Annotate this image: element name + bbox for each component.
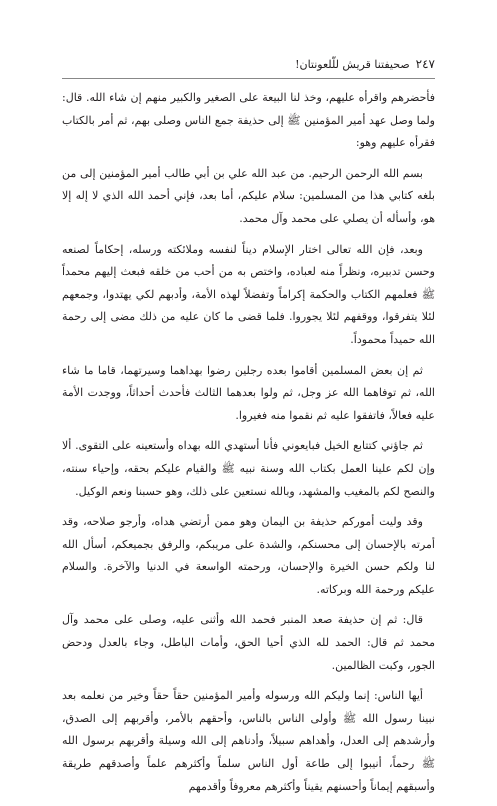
page-number: ٢٤٧ (415, 57, 435, 71)
body-text (62, 87, 435, 806)
paragraph-4: ثم إن بعض المسلمين أقاموا بعده رجلين رضوا بهداهما وسيرتهما، قاما ما شاء الله، ثم توفاهما الله عز وجل، ثم ولوا بعدهما الثالث فأحدث أحداثاً، ووجدت الأمة عليه فعالاً، فاتفقوا عليه ثم نقموا منه فغيروا. (62, 363, 435, 422)
paragraph-2: بسم الله الرحمن الرحيم. من عبد الله علي بن أبي طالب أمير المؤمنين إلى من بلغه كتابي هذا من المسلمين: سلام عليكم، أما بعد، فإني أحمد الله الذي لا إله إلا هو، وأسأله أن يصلي على محمد وآل محمد. (62, 166, 435, 225)
paragraph-8: أيها الناس: إنما وليكم الله ورسوله وأمير المؤمنين حقاً حقاً وخير من نعلمه بعد نبينا رسول الله ﷺ وأولى الناس بالناس، وأحقهم بالأمر، وأقربهم إلى الصدق، وأرشدهم إلى العدل، وأهداهم سبيلاً، وأدناهم إلى الله وسيلة وأقربهم برسول الله ﷺ رحماً، أنيبوا إلى طاعة أول الناس سلماً وأكثرهم علماً وأصدقهم طريقة وأسبقهم إيماناً وأحسنهم يقيناً وأكثرهم معروفاً وأقدمهم (62, 689, 435, 793)
paragraph-3: وبعد، فإن الله تعالى اختار الإسلام ديناً لنفسه وملائكته ورسله، إحكاماً لصنعه وحسن تدبيره، ونظراً منه لعباده، واختص به من أحب من خلقه فبعث إليهم محمداً ﷺ فعلمهم الكتاب والحكمة إكراماً وتفضلاً لهذه الأمة، وأدبهم لكي يهتدوا، وجمعهم لئلا يتفرقوا، ووقفهم لئلا يجوروا. فلما قضى ما كان عليه من ذلك مضى إلى رحمة الله حميداً محموداً. (62, 242, 435, 346)
paragraph-6: وقد وليت أموركم حذيفة بن اليمان وهو ممن أرتضي هداه، وأرجو صلاحه، وقد أمرته بالإحسان إلى محسنكم، والشدة على مريبكم، والرفق بجميعكم، أسأل الله لنا ولكم حسن الخيرة والإحسان، ورحمته الواسعة في الدنيا والآخرة. والسلام عليكم ورحمة الله وبركاته. (62, 515, 435, 596)
header-rule (62, 78, 435, 79)
paragraph-5: ثم جاؤني كتتابع الخيل فبايعوني فأنا أستهدي الله بهداه وأستعينه على التقوى. ألا وإن لكم علينا العمل بكتاب الله وسنة نبيه ﷺ والقيام عليكم بحقه، وإحياء سنته، والنصح لكم بالمغيب والمشهد، وبالله نستعين على ذلك، وهو حسبنا ونعم الوكيل. (62, 439, 435, 498)
paragraph-1: فأحضرهم واقرأه عليهم، وخذ لنا البيعة على الصغير والكبير منهم إن شاء الله. قال: ولما وصل عهد أمير المؤمنين ﷺ إلى حذيفة جمع الناس وصلى بهم، ثم أمر بالكتاب فقرأه عليهم وهو: (62, 91, 435, 150)
running-title: صحيفتنا قريش للّلعونتان! (295, 57, 410, 71)
running-header (62, 54, 435, 74)
paragraph-7: قال: ثم إن حذيفة صعد المنبر فحمد الله وأثنى عليه، وصلى على محمد وآل محمد ثم قال: الحمد لله الذي أحيا الحق، وأمات الباطل، وجاء بالعدل ودحض الجور، وكبت الظالمين. (62, 613, 435, 672)
